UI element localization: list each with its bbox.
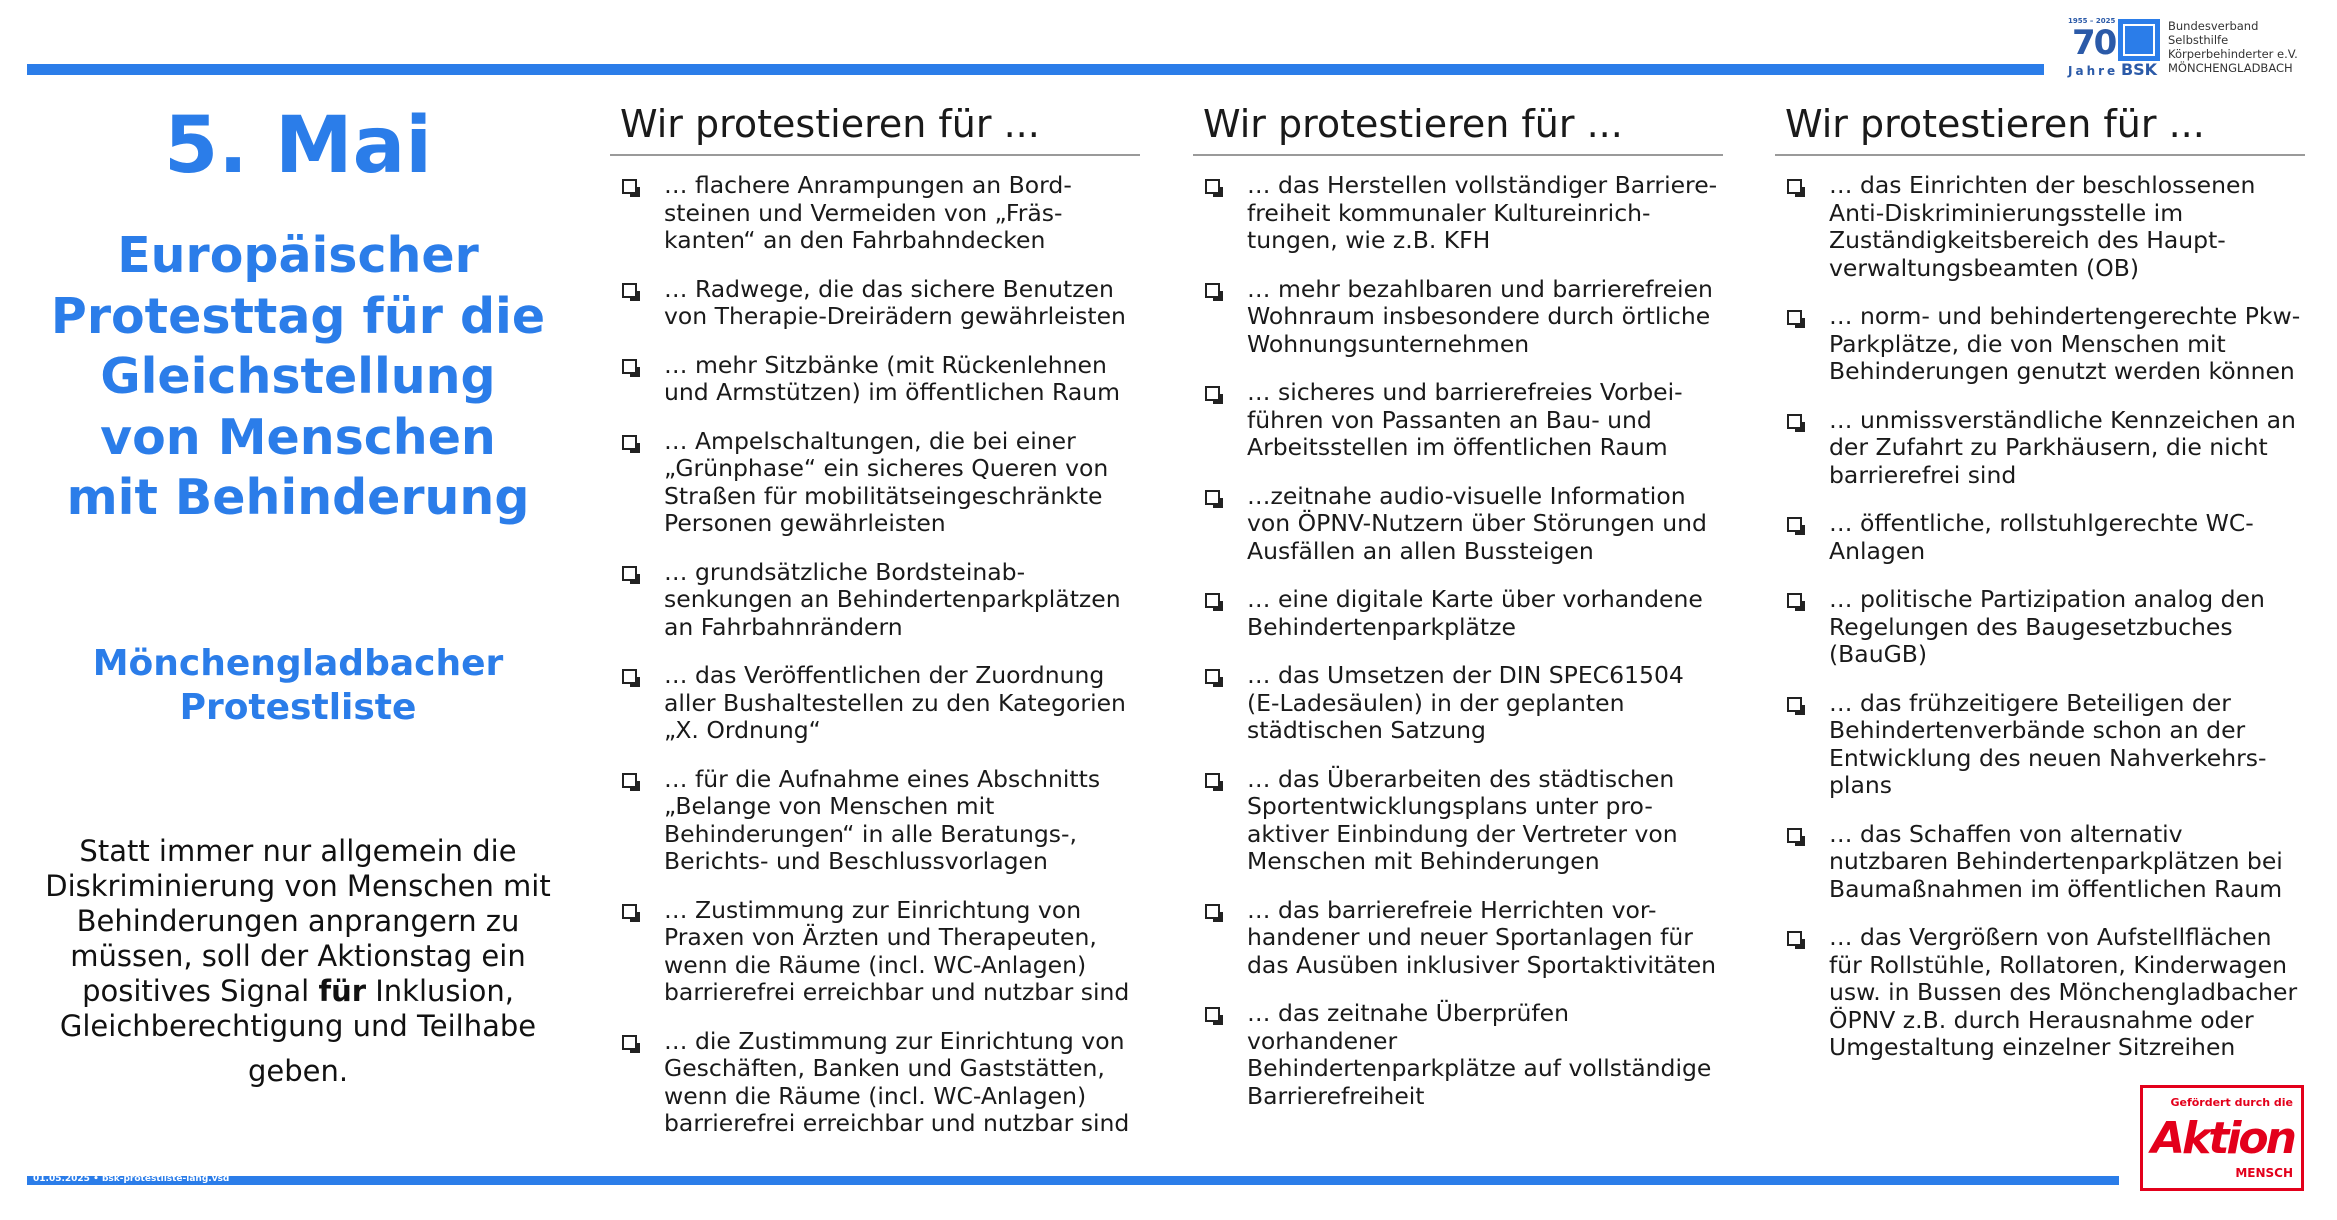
anniversary-number: 70 bbox=[2072, 23, 2116, 63]
protest-list bbox=[1775, 172, 2305, 1062]
list-item: … das Veröffentlichen der Zuordnung aller Bushaltestellen zu den Kategorien „X. Ordnung“ bbox=[610, 662, 1140, 745]
list-item: … Zustimmung zur Einrichtung von Praxen von Ärzten und Therapeuten, wenn die Räume (incl. WC-Anlagen) barrierefrei erreichbar und nutzbar sind bbox=[610, 897, 1140, 1007]
checkbox-bullet-icon bbox=[622, 179, 637, 194]
statement-paragraph bbox=[15, 834, 581, 1089]
checkbox-bullet-icon bbox=[1205, 773, 1220, 788]
statement-emphasis: für bbox=[318, 974, 367, 1008]
list-item: … mehr bezahlbaren und barrierefreien Wohnraum insbesondere durch örtliche Wohnungsunternehmen bbox=[1193, 276, 1723, 359]
checkbox-bullet-icon bbox=[622, 1035, 637, 1050]
bsk-name-line: MÖNCHENGLADBACH bbox=[2168, 61, 2293, 75]
column-heading: Wir protestieren für ... bbox=[1775, 100, 2305, 156]
aktion-mensch-logo bbox=[2140, 1085, 2304, 1191]
column-heading: Wir protestieren für ... bbox=[1193, 100, 1723, 156]
checkbox-bullet-icon bbox=[1205, 593, 1220, 608]
bsk-name-line: Körperbehinderter e.V. bbox=[2168, 47, 2298, 61]
list-item: … politische Partizipation analog den Regelungen des Baugesetzbuches (BauGB) bbox=[1775, 586, 2305, 669]
protest-column-2 bbox=[1193, 100, 1723, 1131]
list-item: … das Vergrößern von Aufstellflächen für Rollstühle, Rollatoren, Kinderwagen usw. in Bussen des Mönchengladbacher ÖPNV z.B. durch Herausnahme oder Umgestaltung einzelner Sitzreihen bbox=[1775, 924, 2305, 1062]
list-item: … die Zustimmung zur Einrichtung von Geschäften, Banken und Gaststätten, wenn die Räume (incl. WC-Anlagen) barrierefrei erreichbar und nutzbar sind bbox=[610, 1028, 1140, 1138]
checkbox-bullet-icon bbox=[1787, 179, 1802, 194]
footer-file-label: 01.05.2025 • bsk-protestliste-lang.vsd bbox=[33, 1174, 230, 1184]
checkbox-bullet-icon bbox=[1205, 490, 1220, 505]
list-item: … grundsätzliche Bordsteinab- senkungen an Behindertenparkplätzen an Fahrbahnrändern bbox=[610, 559, 1140, 642]
anniversary-badge bbox=[2068, 17, 2119, 79]
protest-column-3 bbox=[1775, 100, 2305, 1083]
column-heading: Wir protestieren für ... bbox=[610, 100, 1140, 156]
mensch-wordmark: MENSCH bbox=[2235, 1166, 2293, 1180]
checkbox-bullet-icon bbox=[1787, 414, 1802, 429]
protest-column-1 bbox=[610, 100, 1140, 1159]
anniversary-jahre: Jahre bbox=[2068, 64, 2119, 78]
bsk-letters: BSK bbox=[2120, 60, 2158, 79]
list-item: … für die Aufnahme eines Abschnitts „Belange von Menschen mit Behinderungen“ in alle Beratungs-, Berichts- und Beschlussvorlagen bbox=[610, 766, 1140, 876]
statement-text-post: Inklusion, Gleichberechtigung und Teilhabe bbox=[59, 974, 537, 1043]
protest-list bbox=[610, 172, 1140, 1138]
bsk-mark-icon bbox=[2118, 19, 2160, 61]
list-item: … das Schaffen von alternativ nutzbaren Behindertenparkplätzen bei Baumaßnahmen im öffentlichen Raum bbox=[1775, 821, 2305, 904]
checkbox-bullet-icon bbox=[1205, 386, 1220, 401]
checkbox-bullet-icon bbox=[622, 566, 637, 581]
bottom-accent-bar bbox=[27, 1176, 2119, 1185]
list-item: … Radwege, die das sichere Benutzen von Therapie-Dreirädern gewährleisten bbox=[610, 276, 1140, 331]
protest-list bbox=[1193, 172, 1723, 1110]
aktion-wordmark: Aktion bbox=[2151, 1113, 2294, 1164]
checkbox-bullet-icon bbox=[1787, 593, 1802, 608]
checkbox-bullet-icon bbox=[1205, 179, 1220, 194]
list-item: … mehr Sitzbänke (mit Rückenlehnen und Armstützen) im öffentlichen Raum bbox=[610, 352, 1140, 407]
list-item: …zeitnahe audio-visuelle Information von ÖPNV-Nutzern über Störungen und Ausfällen an allen Bussteigen bbox=[1193, 483, 1723, 566]
checkbox-bullet-icon bbox=[622, 359, 637, 374]
list-item: … eine digitale Karte über vorhandene Behindertenparkplätze bbox=[1193, 586, 1723, 641]
anniversary-years: 1955 – 2025 bbox=[2068, 17, 2116, 25]
list-item: … öffentliche, rollstuhlgerechte WC- Anlagen bbox=[1775, 510, 2305, 565]
checkbox-bullet-icon bbox=[622, 773, 637, 788]
list-item: … das Herstellen vollständiger Barriere- freiheit kommunaler Kultureinrich- tungen, wie z.B. KFH bbox=[1193, 172, 1723, 255]
statement-text-pre: Statt immer nur allgemein die Diskriminierung von Menschen mit Behinderungen anprangern zu müssen, soll der Aktionstag ein positives Signal bbox=[45, 834, 551, 1008]
bsk-name-line: Selbsthilfe bbox=[2168, 33, 2229, 47]
checkbox-bullet-icon bbox=[1787, 697, 1802, 712]
event-headline: Europäischer Protesttag für die Gleichstellung von Menschen mit Behinderung bbox=[50, 227, 546, 526]
list-item: … Ampelschaltungen, die bei einer „Grünphase“ ein sicheres Queren von Straßen für mobilitätseingeschränkte Personen gewährleisten bbox=[610, 428, 1140, 538]
checkbox-bullet-icon bbox=[1205, 1007, 1220, 1022]
checkbox-bullet-icon bbox=[1787, 828, 1802, 843]
list-item: … das frühzeitigere Beteiligen der Behindertenverbände schon an der Entwicklung des neuen Nahverkehrs- plans bbox=[1775, 690, 2305, 800]
list-item: … das Überarbeiten des städtischen Sportentwicklungsplans unter pro- aktiver Einbindung der Vertreter von Menschen mit Behinderungen bbox=[1193, 766, 1723, 876]
checkbox-bullet-icon bbox=[622, 283, 637, 298]
bsk-name-block bbox=[2168, 19, 2298, 75]
checkbox-bullet-icon bbox=[1205, 904, 1220, 919]
checkbox-bullet-icon bbox=[622, 904, 637, 919]
checkbox-bullet-icon bbox=[622, 669, 637, 684]
list-item: … das barrierefreie Herrichten vor- handener und neuer Sportanlagen für das Ausüben inklusiver Sportaktivitäten bbox=[1193, 897, 1723, 980]
checkbox-bullet-icon bbox=[1205, 669, 1220, 684]
checkbox-bullet-icon bbox=[1787, 310, 1802, 325]
top-accent-bar bbox=[27, 64, 2044, 75]
event-date: 5. Mai bbox=[163, 101, 433, 191]
list-item: … norm- und behindertengerechte Pkw- Parkplätze, die von Menschen mit Behinderungen genutzt werden können bbox=[1775, 303, 2305, 386]
list-item: … das zeitnahe Überprüfen vorhandener Behindertenparkplätze auf vollständige Barrierefreiheit bbox=[1193, 1000, 1723, 1110]
statement-text-last: geben. bbox=[247, 1054, 349, 1088]
checkbox-bullet-icon bbox=[1787, 931, 1802, 946]
checkbox-bullet-icon bbox=[1205, 283, 1220, 298]
checkbox-bullet-icon bbox=[1787, 517, 1802, 532]
list-item: … sicheres und barrierefreies Vorbei- führen von Passanten an Bau- und Arbeitsstellen im öffentlichen Raum bbox=[1193, 379, 1723, 462]
list-item: … das Einrichten der beschlossenen Anti-Diskriminierungsstelle im Zuständigkeitsbereich des Haupt- verwaltungsbeamten (OB) bbox=[1775, 172, 2305, 282]
bsk-name-line: Bundesverband bbox=[2168, 19, 2259, 33]
list-item: … flachere Anrampungen an Bord- steinen und Vermeiden von „Fräs- kanten“ an den Fahrbahndecken bbox=[610, 172, 1140, 255]
list-item: … unmissverständliche Kennzeichen an der Zufahrt zu Parkhäusern, die nicht barrierefrei sind bbox=[1775, 407, 2305, 490]
list-title: Mönchengladbacher Protestliste bbox=[92, 643, 504, 728]
bsk-logo bbox=[2068, 17, 2312, 79]
list-item: … das Umsetzen der DIN SPEC61504 (E-Ladesäulen) in der geplanten städtischen Satzung bbox=[1193, 662, 1723, 745]
funded-by-label: Gefördert durch die bbox=[2170, 1096, 2293, 1109]
checkbox-bullet-icon bbox=[622, 435, 637, 450]
